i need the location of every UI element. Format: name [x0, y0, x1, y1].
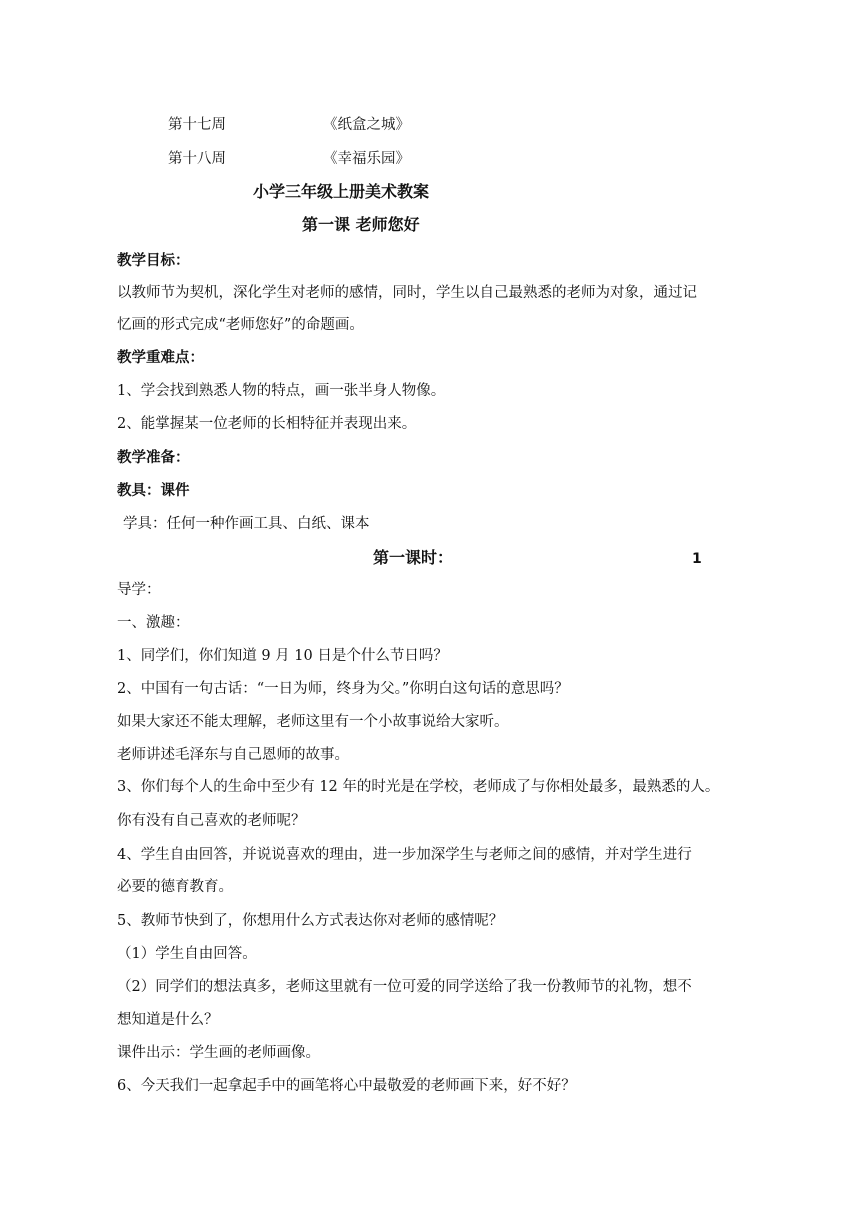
schedule-week: 第十八周: [168, 151, 226, 167]
question-item: 2、中国有一句古话：“一日为师，终身为父。”你明白这句话的意思吗？: [117, 681, 569, 697]
question-item: 1、同学们，你们知道 9 月 10 日是个什么节日吗？: [117, 648, 448, 664]
objectives-text: 以教师节为契机，深化学生对老师的感情，同时，学生以自己最熟悉的老师为对象，通过记: [117, 285, 697, 301]
page-number: 1: [692, 551, 702, 567]
question-item: 5、教师节快到了，你想用什么方式表达你对老师的感情呢？: [117, 913, 504, 929]
paragraph: 老师讲述毛泽东与自己恩师的故事。: [117, 747, 349, 763]
student-tools: 学具：任何一种作画工具、白纸、课本: [123, 516, 370, 532]
objectives-text: 忆画的形式完成“老师您好”的命题画。: [117, 317, 364, 333]
question-item: 6、今天我们一起拿起手中的画笔将心中最敬爱的老师画下来，好不好？: [117, 1078, 576, 1094]
section-heading: 一、激趣：: [117, 615, 190, 631]
objectives-heading: 教学目标：: [117, 253, 190, 269]
question-item: 4、学生自由回答，并说说喜欢的理由，进一步加深学生与老师之间的感情，并对学生进行: [117, 847, 692, 863]
schedule-week: 第十七周: [168, 117, 226, 133]
document-title: 小学三年级上册美术教案: [253, 182, 430, 201]
guide-label: 导学：: [117, 582, 161, 598]
question-item: 必要的德育教育。: [117, 879, 233, 895]
sub-item: （1）学生自由回答。: [117, 946, 257, 962]
period-title: 第一课时：: [373, 548, 454, 567]
question-item: 3、你们每个人的生命中至少有 12 年的时光是在学校，老师成了与你相处最多，最熟悉的人。: [117, 779, 720, 795]
schedule-title: 《纸盒之城》: [323, 117, 410, 133]
paragraph: 课件出示：学生画的老师画像。: [117, 1045, 320, 1061]
preparation-heading: 教学准备：: [117, 450, 190, 466]
question-item: 你有没有自己喜欢的老师呢？: [117, 813, 306, 829]
sub-item: （2）同学们的想法真多，老师这里就有一位可爱的同学送给了我一份教师节的礼物，想不: [117, 979, 692, 995]
schedule-title: 《幸福乐园》: [323, 151, 410, 167]
teacher-tools: 教具：课件: [117, 483, 190, 499]
paragraph: 如果大家还不能太理解，老师这里有一个小故事说给大家听。: [117, 714, 509, 730]
key-point-item: 2、能掌握某一位老师的长相特征并表现出来。: [117, 416, 417, 432]
sub-item: 想知道是什么？: [117, 1012, 219, 1028]
key-point-item: 1、学会找到熟悉人物的特点，画一张半身人物像。: [117, 383, 446, 399]
lesson-title: 第一课 老师您好: [302, 215, 420, 234]
key-points-heading: 教学重难点：: [117, 350, 204, 366]
